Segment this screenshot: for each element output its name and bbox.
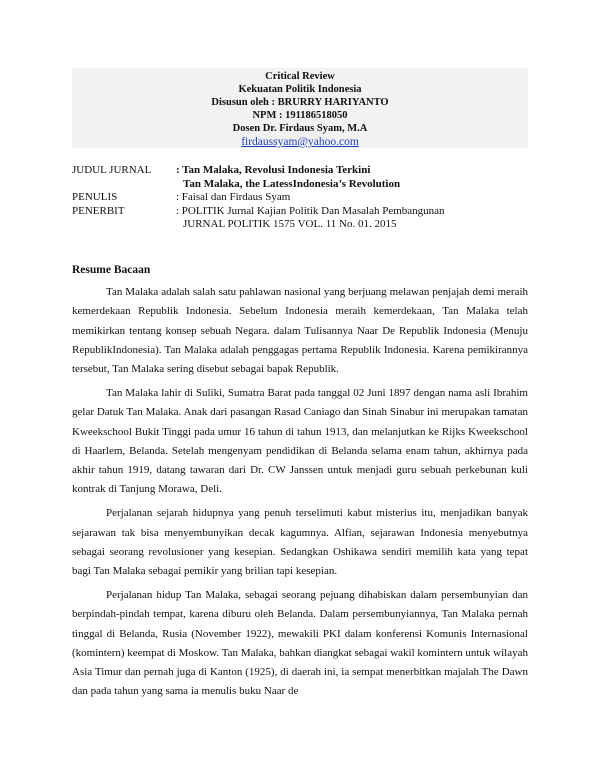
paragraph: Perjalanan hidup Tan Malaka, sebagai seorang pejuang dihabiskan dalam persembunyian dan berpindah-pindah tempat, karena diburu oleh Belanda. Dalam persembunyiannya, Tan Malaka pernah tinggal di Belanda, Rusia (November 1922), mewakili PKI dalam konferensi Komunis Internasional (komintern) keempat di Moskow. Tan Malaka, bahkan diangkat sebagai wakil komintern untuk wilayah Asia Timur dan pernah juga di Kanton (1925), di daerah ini, ia sempat menerbitkan majalah The Dawn dan pada tahun yang sama ia menulis buku Naar de (72, 588, 528, 698)
author-line: Disusun oleh : BRURRY HARIYANTO (211, 97, 389, 108)
email-link[interactable]: firdaussyam@yahoo.com (241, 136, 359, 148)
publisher-row-2 (72, 218, 542, 232)
writer-value: : Faisal dan Firdaus Syam (176, 191, 291, 203)
document-header (72, 70, 528, 135)
journal-row (72, 164, 542, 178)
paragraph: Tan Malaka lahir di Suliki, Sumatra Barat pada tanggal 02 Juni 1897 dengan nama asli Ibrahim gelar Datuk Tan Malaka. Anak dari pasangan Rasad Caniago dan Sinah Sinabur ini merupakan tamatan Kweekschool Bukit Tinggi pada umur 16 tahun di tahun 1913, dan melanjutkan ke Rijks Kweekschool di Haarlem, Belanda. Setelah mengenyam pendidikan di Belanda selama enam tahun, akhirnya pada akhir tahun 1919, datang tawaran dari Dr. CW Janssen untuk menjadi guru sebuah perkebunan kuli kontrak di Tanjung Morawa, Deli. (72, 386, 528, 496)
journal-title-english: Tan Malaka, the LatessIndonesia’s Revolution (183, 177, 401, 190)
paragraph: Perjalanan sejarah hidupnya yang penuh terselimuti kabut misterius itu, menjadikan banyak sejarawan tak bisa menyembunyikan decak kagumnya. Alfian, sejarawan Indonesia menyebutnya sebagai seorang revolusioner yang kesepian. Sedangkan Oshikawa sendiri memilih kata yang tepat bagi Tan Malaka sebagai pemikir yang brilian tapi kesepian. (72, 507, 528, 578)
document-title: Critical Review (265, 71, 335, 82)
journal-title: : Tan Malaka, Revolusi Indonesia Terkini (176, 164, 371, 176)
journal-label: JUDUL JURNAL (72, 164, 152, 176)
publisher-value: : POLITIK Jurnal Kajian Politik Dan Masalah Pembangunan (176, 204, 445, 217)
document-subtitle: Kekuatan Politik Indonesia (238, 84, 362, 95)
resume-body (72, 283, 528, 706)
lecturer-line: Dosen Dr. Firdaus Syam, M.A (232, 123, 368, 134)
publisher-row (72, 205, 542, 219)
writer-label: PENULIS (72, 191, 118, 203)
publisher-label: PENERBIT (72, 204, 125, 217)
paragraph: Tan Malaka adalah salah satu pahlawan nasional yang berjuang melawan penjajah demi meraih kemerdekaan Republik Indonesia. Sebelum Indonesia meraih kemerdekaan, Tan Malaka telah memikirkan tentang konsep sebuah Negara. dalam Tulisannya Naar De Republik Indonesia (Menuju RepublikIndonesia). Tan Malaka adalah penggagas pertama Republik Indonesia. Karena pemikirannya tersebut, Tan Malaka sering disebut sebagai bapak Republik. (72, 286, 528, 376)
publisher-journal: JURNAL POLITIK 1575 VOL. 11 No. 01. 2015 (183, 218, 397, 230)
journal-metadata (72, 164, 542, 232)
section-heading: Resume Bacaan (72, 264, 151, 276)
journal-row-2 (72, 178, 542, 192)
npm-line: NPM : 191186518050 (252, 110, 348, 121)
writer-row (72, 191, 542, 205)
